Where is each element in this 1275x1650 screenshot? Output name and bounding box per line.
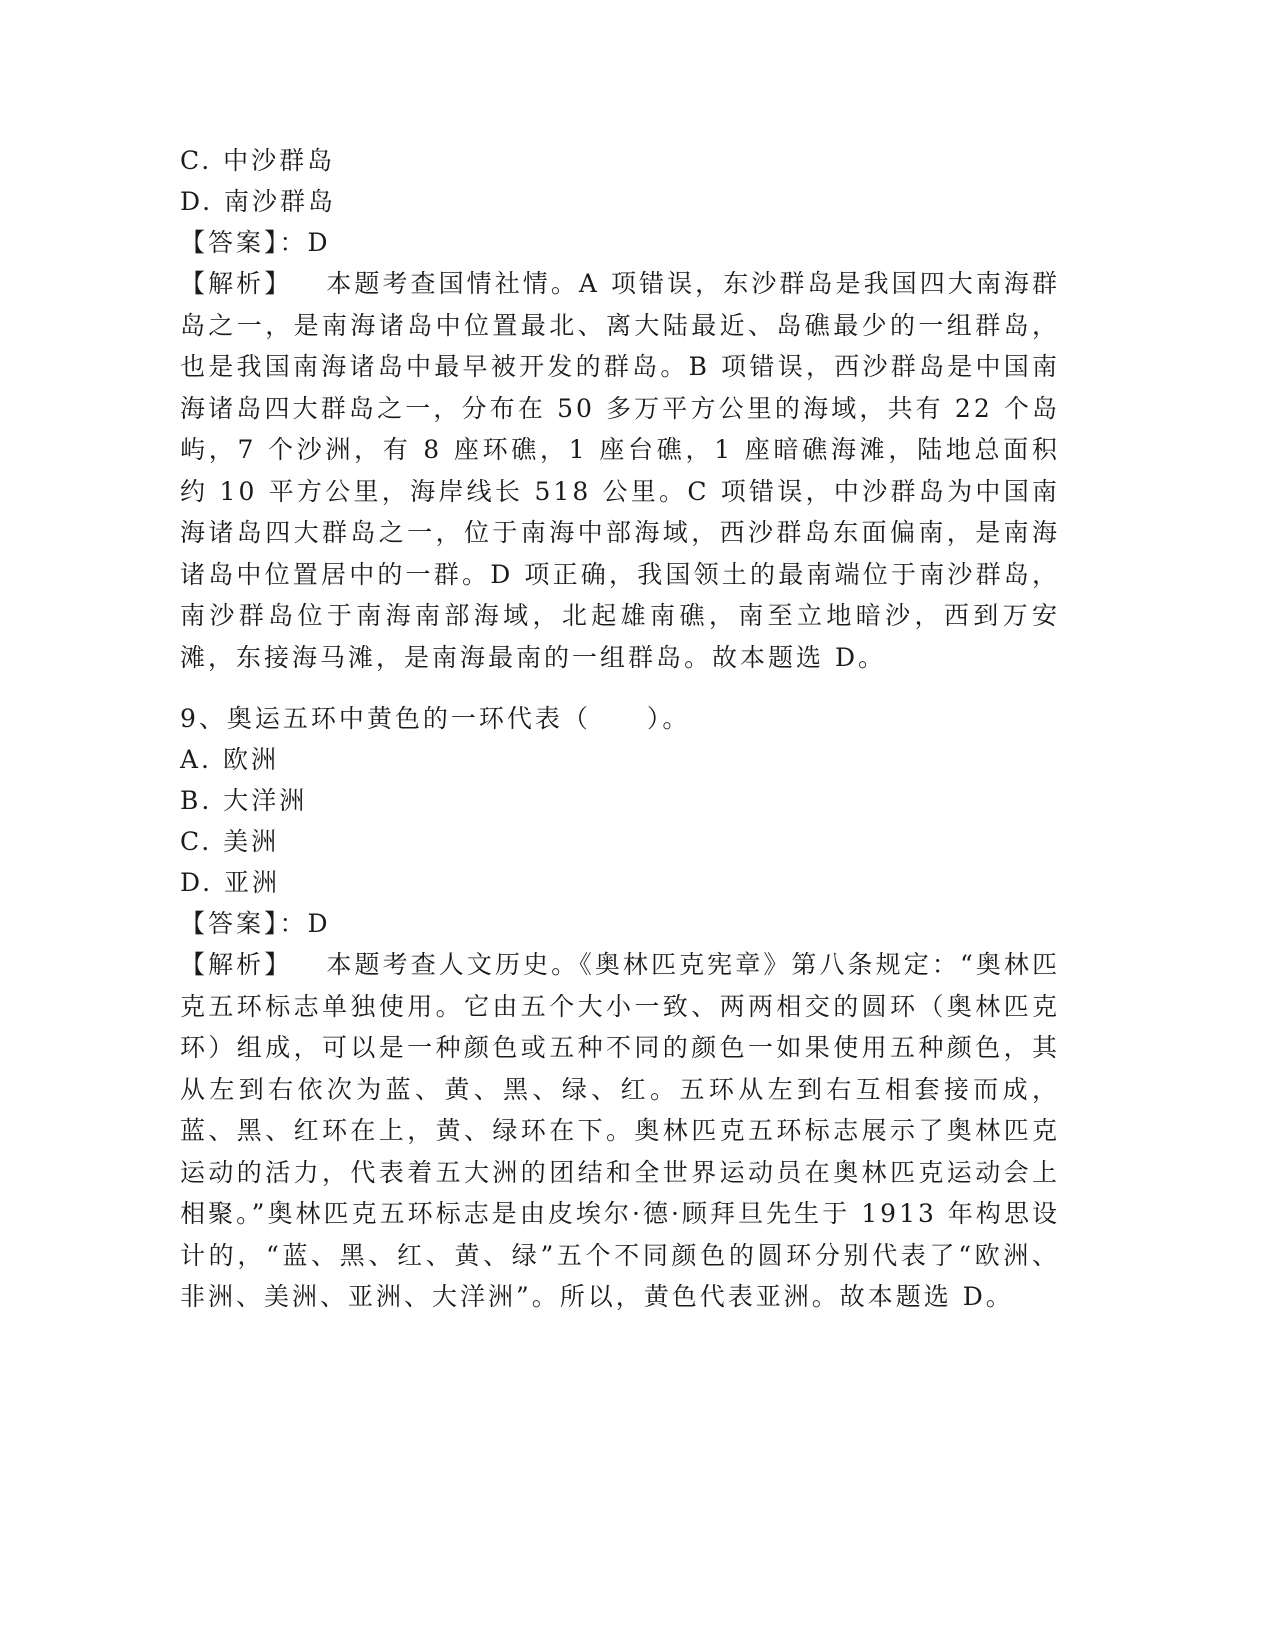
q9-analysis-text: 本题考查人文历史。《奥林匹克宪章》第八条规定：“奥林匹克五环标志单独使用。它由五个大小一致、两两相交的圆环（奥林匹克环）组成，可以是一种颜色或五种不同的颜色一如果使用五种颜色，其从左到右依次为蓝、黄、黑、绿、红。五环从左到右互相套接而成，蓝、黑、红环在上，黄、绿环在下。奥林匹克五环标志展示了奥林匹克运动的活力，代表着五大洲的团结和全世界运动员在奥林匹克运动会上相聚。”奥林匹克五环标志是由皮埃尔·德·顾拜旦先生于 1913 年构思设计的，“蓝、黑、红、黄、绿”五个不同颜色的圆环分别代表了“欧洲、非洲、美洲、亚洲、大洋洲”。所以，黄色代表亚洲。故本题选 D。 xyxy=(180,950,1060,1311)
q9-answer xyxy=(180,903,1060,944)
q9-question: 9、奥运五环中黄色的一环代表（ ）。 xyxy=(180,704,691,733)
q9-option-a: A. 欧洲 xyxy=(180,745,279,774)
q8-analysis xyxy=(180,263,1060,678)
q9-option-b: B. 大洋洲 xyxy=(180,786,308,815)
q9-answer-value: ：D xyxy=(279,909,331,938)
q9-option-c: C. 美洲 xyxy=(180,827,280,856)
q9-analysis xyxy=(180,944,1060,1318)
q8-option-c: C. 中沙群岛 xyxy=(180,146,336,175)
q8-analysis-label: 【解析】 xyxy=(180,269,293,298)
q8-answer-label: 【答案】 xyxy=(180,228,280,257)
question-separator xyxy=(180,678,1060,698)
q9-answer-label: 【答案】 xyxy=(180,909,280,938)
q8-option-d: D. 南沙群岛 xyxy=(180,187,337,216)
q9-analysis-label: 【解析】 xyxy=(180,950,293,979)
q8-answer xyxy=(180,222,1060,263)
document-page xyxy=(180,140,1060,1318)
q9-option-d: D. 亚洲 xyxy=(180,868,281,897)
q8-analysis-text: 本题考查国情社情。A 项错误，东沙群岛是我国四大南海群岛之一，是南海诸岛中位置最北、离大陆最近、岛礁最少的一组群岛，也是我国南海诸岛中最早被开发的群岛。B 项错误，西沙群岛是中国南海诸岛四大群岛之一，分布在 50 多万平方公里的海域，共有 22 个岛屿，7 个沙洲，有 8 座环礁，1 座台礁，1 座暗礁海滩，陆地总面积约 10 平方公里，海岸线长 518 公里。C 项错误，中沙群岛为中国南海诸岛四大群岛之一，位于南海中部海域，西沙群岛东面偏南，是南海诸岛中位置居中的一群。D 项正确，我国领土的最南端位于南沙群岛，南沙群岛位于南海南部海域，北起雄南礁，南至立地暗沙，西到万安滩，东接海马滩，是南海最南的一组群岛。故本题选 D。 xyxy=(180,269,1060,672)
q8-answer-value: ：D xyxy=(279,228,331,257)
